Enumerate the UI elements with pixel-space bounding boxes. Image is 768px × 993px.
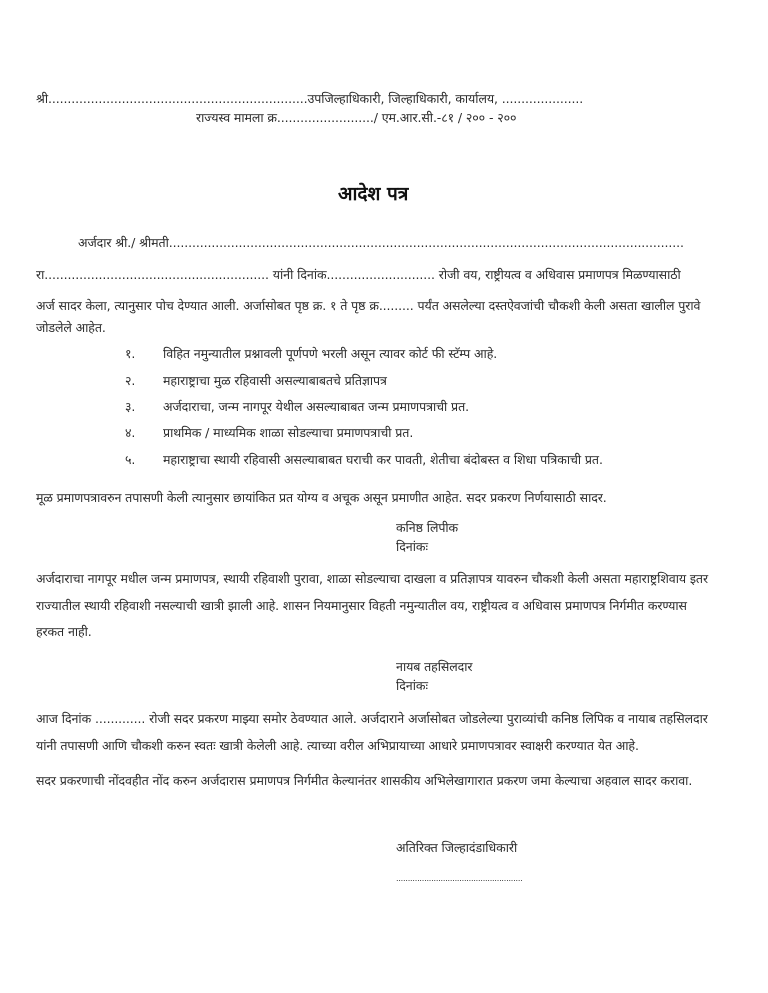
junior-clerk-title: कनिष्ठ लिपीक <box>396 520 459 535</box>
list-item-number: ४. <box>125 425 136 440</box>
header-case-number-line: राज्यस्व मामला क्र........................./ एम.आर.सी.-८१ / २०० - २०० <box>196 110 517 125</box>
list-item-number: ३. <box>125 399 136 414</box>
header-office-line: श्री...................................................................उपजिल्हाधिकारी, जिल्हाधिकारी, कार्यालय, ..................... <box>36 91 584 106</box>
instruction-paragraph: सदर प्रकरणाची नोंदवहीत नोंद करुन अर्जदारास प्रमाणपत्र निर्गमीत केल्यानंतर शासकीय अभिलेखागारात प्रकरण जमा केल्याचा अहवाल सादर करावा. <box>36 773 693 788</box>
additional-collector-title: अतिरिक्त जिल्हादंडाधिकारी <box>396 840 518 855</box>
list-item-number: ५. <box>125 452 136 467</box>
application-paragraph-line-2: जोडलेले आहेत. <box>36 320 106 335</box>
applicant-residence-line: रा.......................................................... यांनी दिनांक............................ रोजी वय, राष्ट्रीयत्व व अधिवास प्रमाणपत्र मिळण्यासाठी <box>36 267 681 282</box>
hearing-paragraph-line-1: आज दिनांक ............. रोजी सदर प्रकरण माझ्या समोर ठेवण्यात आले. अर्जदाराने अर्जासोबत जोडलेल्या पुराव्यांची कनिष्ठ लिपिक व नायाब तहसिलदार <box>36 711 708 726</box>
list-item <box>125 372 387 389</box>
inquiry-paragraph-line-3: हरकत नाही. <box>36 624 92 639</box>
naib-tahsildar-title: नायब तहसिलदार <box>396 659 473 674</box>
naib-tahsildar-date-label: दिनांकः <box>396 678 428 693</box>
list-item-text: अर्जदाराचा, जन्म नागपूर येथील असल्याबाबत जन्म प्रमाणपत्राची प्रत. <box>163 399 469 414</box>
list-item-number: १. <box>125 346 136 361</box>
hearing-paragraph-line-2: यांनी तपासणी आणि चौकशी करुन स्वतः खात्री केलेली आहे. त्याच्या वरील अभिप्रायाच्या आधारे प्रमाणपत्रावर स्वाक्षरी करण्यात येत आहे. <box>36 738 639 753</box>
signature-line: ...................................................... <box>396 874 523 883</box>
inquiry-paragraph-line-1: अर्जदाराचा नागपूर मधील जन्म प्रमाणपत्र, स्थायी रहिवाशी पुरावा, शाळा सोडल्याचा दाखला व प्रतिज्ञापत्र यावरुन चौकशी केली असता महाराष्ट्रशिवाय इतर <box>36 571 708 586</box>
inquiry-paragraph-line-2: राज्यातील स्थायी रहिवाशी नसल्याची खात्री झाली आहे. शासन नियमानुसार विहती नमुन्यातील वय, राष्ट्रीयत्व व अधिवास प्रमाणपत्र निर्गमीत करण्यास <box>36 598 687 613</box>
list-item <box>125 424 413 441</box>
list-item-text: महाराष्ट्राचा मुळ रहिवासी असल्याबाबतचे प्रतिज्ञापत्र <box>163 373 387 388</box>
page-title: आदेश पत्र <box>338 183 409 205</box>
list-item <box>125 398 469 415</box>
junior-clerk-date-label: दिनांकः <box>396 539 428 554</box>
list-item-number: २. <box>125 373 136 388</box>
list-item <box>125 451 603 468</box>
list-item <box>125 345 497 362</box>
application-paragraph-line-1: अर्ज सादर केला, त्यानुसार पोच देण्यात आली. अर्जासोबत पृष्ठ क्र. १ ते पृष्ठ क्र......... पर्यंत असलेल्या दस्तऐवजांची चौकशी केली असता खालील पुरावे <box>36 298 701 313</box>
list-item-text: प्राथमिक / माध्यमिक शाळा सोडल्याचा प्रमाणपत्राची प्रत. <box>163 425 414 440</box>
verification-text: मूळ प्रमाणपत्रावरुन तपासणी केली त्यानुसार छायांकित प्रत योग्य व अचूक असून प्रमाणीत आहेत. सदर प्रकरण निर्णयासाठी सादर. <box>36 490 607 505</box>
list-item-text: विहित नमुन्यातील प्रश्नावली पूर्णपणे भरली असून त्यावर कोर्ट फी स्टॅम्प आहे. <box>163 346 498 361</box>
applicant-name-line: अर्जदार श्री./ श्रीमती..................................................................................................................................... <box>78 235 684 250</box>
list-item-text: महाराष्ट्राचा स्थायी रहिवासी असल्याबाबत घराची कर पावती, शेतीचा बंदोबस्त व शिधा पत्रिकाची प्रत. <box>163 452 603 467</box>
